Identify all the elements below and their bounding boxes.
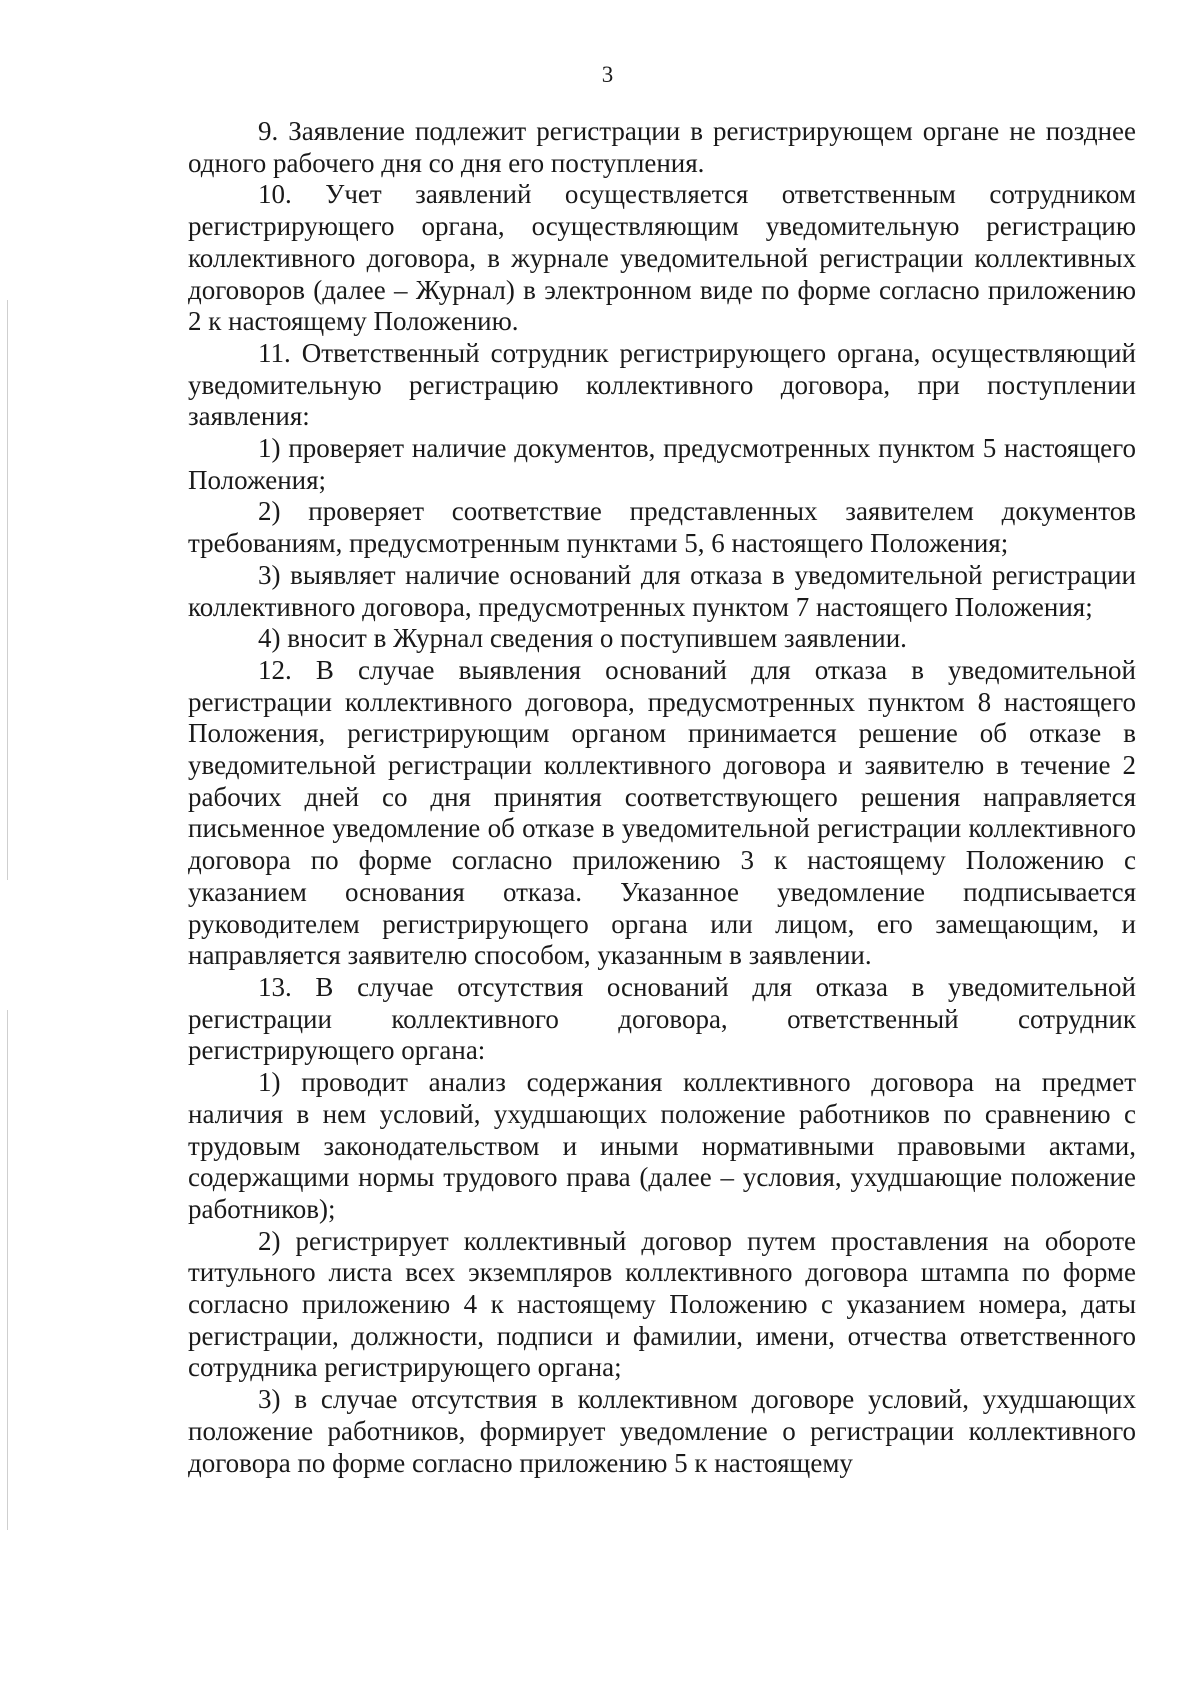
- paragraph-13-item-2: 2) регистрирует коллективный договор путем проставления на обороте титульного листа всех экземпляров коллективного договора штампа по форме согласно приложению 4 к настоящему Положению с указанием номера, даты регистрации, должности, подписи и фамилии, имени, отчества ответственного сотрудника регистрирующего органа;: [188, 1225, 1136, 1383]
- paragraph-9: 9. Заявление подлежит регистрации в регистрирующем органе не позднее одного рабочего дня со дня его поступления.: [188, 116, 1136, 178]
- paragraph-11: 11. Ответственный сотрудник регистрирующего органа, осуществляющий уведомительную регистрацию коллективного договора, при поступлении заявления:: [188, 337, 1136, 432]
- paragraph-13-item-1: 1) проводит анализ содержания коллективного договора на предмет наличия в нем условий, ухудшающих положение работников по сравнению с трудовым законодательством и иными нормативными правовыми актами, содержащими нормы трудового права (далее – условия, ухудшающие положение работников);: [188, 1067, 1136, 1224]
- scan-edge-line: [7, 1010, 8, 1530]
- paragraph-12: 12. В случае выявления оснований для отказа в уведомительной регистрации коллективного договора, предусмотренных пунктом 8 настоящего Положения, регистрирующим органом принимается решение об отказе в уведомительной регистрации коллективного договора и заявителю в течение 2 рабочих дней со дня принятия соответствующего решения направляется письменное уведомление об отказе в уведомительной регистрации коллективного договора по форме согласно приложению 3 к настоящему Положению с указанием основания отказа. Указанное уведомление подписывается руководителем регистрирующего органа или лицом, его замещающим, и направляется заявителю способом, указанным в заявлении.: [188, 654, 1136, 971]
- paragraph-11-item-4: 4) вносит в Журнал сведения о поступившем заявлении.: [258, 623, 907, 654]
- page-number: 3: [601, 62, 614, 87]
- paragraph-13-item-3: 3) в случае отсутствия в коллективном договоре условий, ухудшающих положение работников, формирует уведомление о регистрации коллективного договора по форме согласно приложению 5 к настоящему: [188, 1384, 1136, 1478]
- document-body: [188, 116, 1136, 1479]
- paragraph-10: 10. Учет заявлений осуществляется ответственным сотрудником регистрирующего органа, осуществляющим уведомительную регистрацию коллективного договора, в журнале уведомительной регистрации коллективных договоров (далее – Журнал) в электронном виде по форме согласно приложению 2 к настоящему Положению.: [188, 179, 1136, 337]
- scan-edge-line: [7, 300, 8, 880]
- paragraph-13: 13. В случае отсутствия оснований для отказа в уведомительной регистрации коллективного договора, ответственный сотрудник регистрирующего органа:: [188, 971, 1136, 1066]
- paragraph-11-item-1: 1) проверяет наличие документов, предусмотренных пунктом 5 настоящего Положения;: [188, 433, 1136, 495]
- paragraph-11-item-3: 3) выявляет наличие оснований для отказа в уведомительной регистрации коллективного договора, предусмотренных пунктом 7 настоящего Положения;: [188, 559, 1136, 622]
- paragraph-11-item-2: 2) проверяет соответствие представленных заявителем документов требованиям, предусмотренным пунктами 5, 6 настоящего Положения;: [188, 496, 1136, 559]
